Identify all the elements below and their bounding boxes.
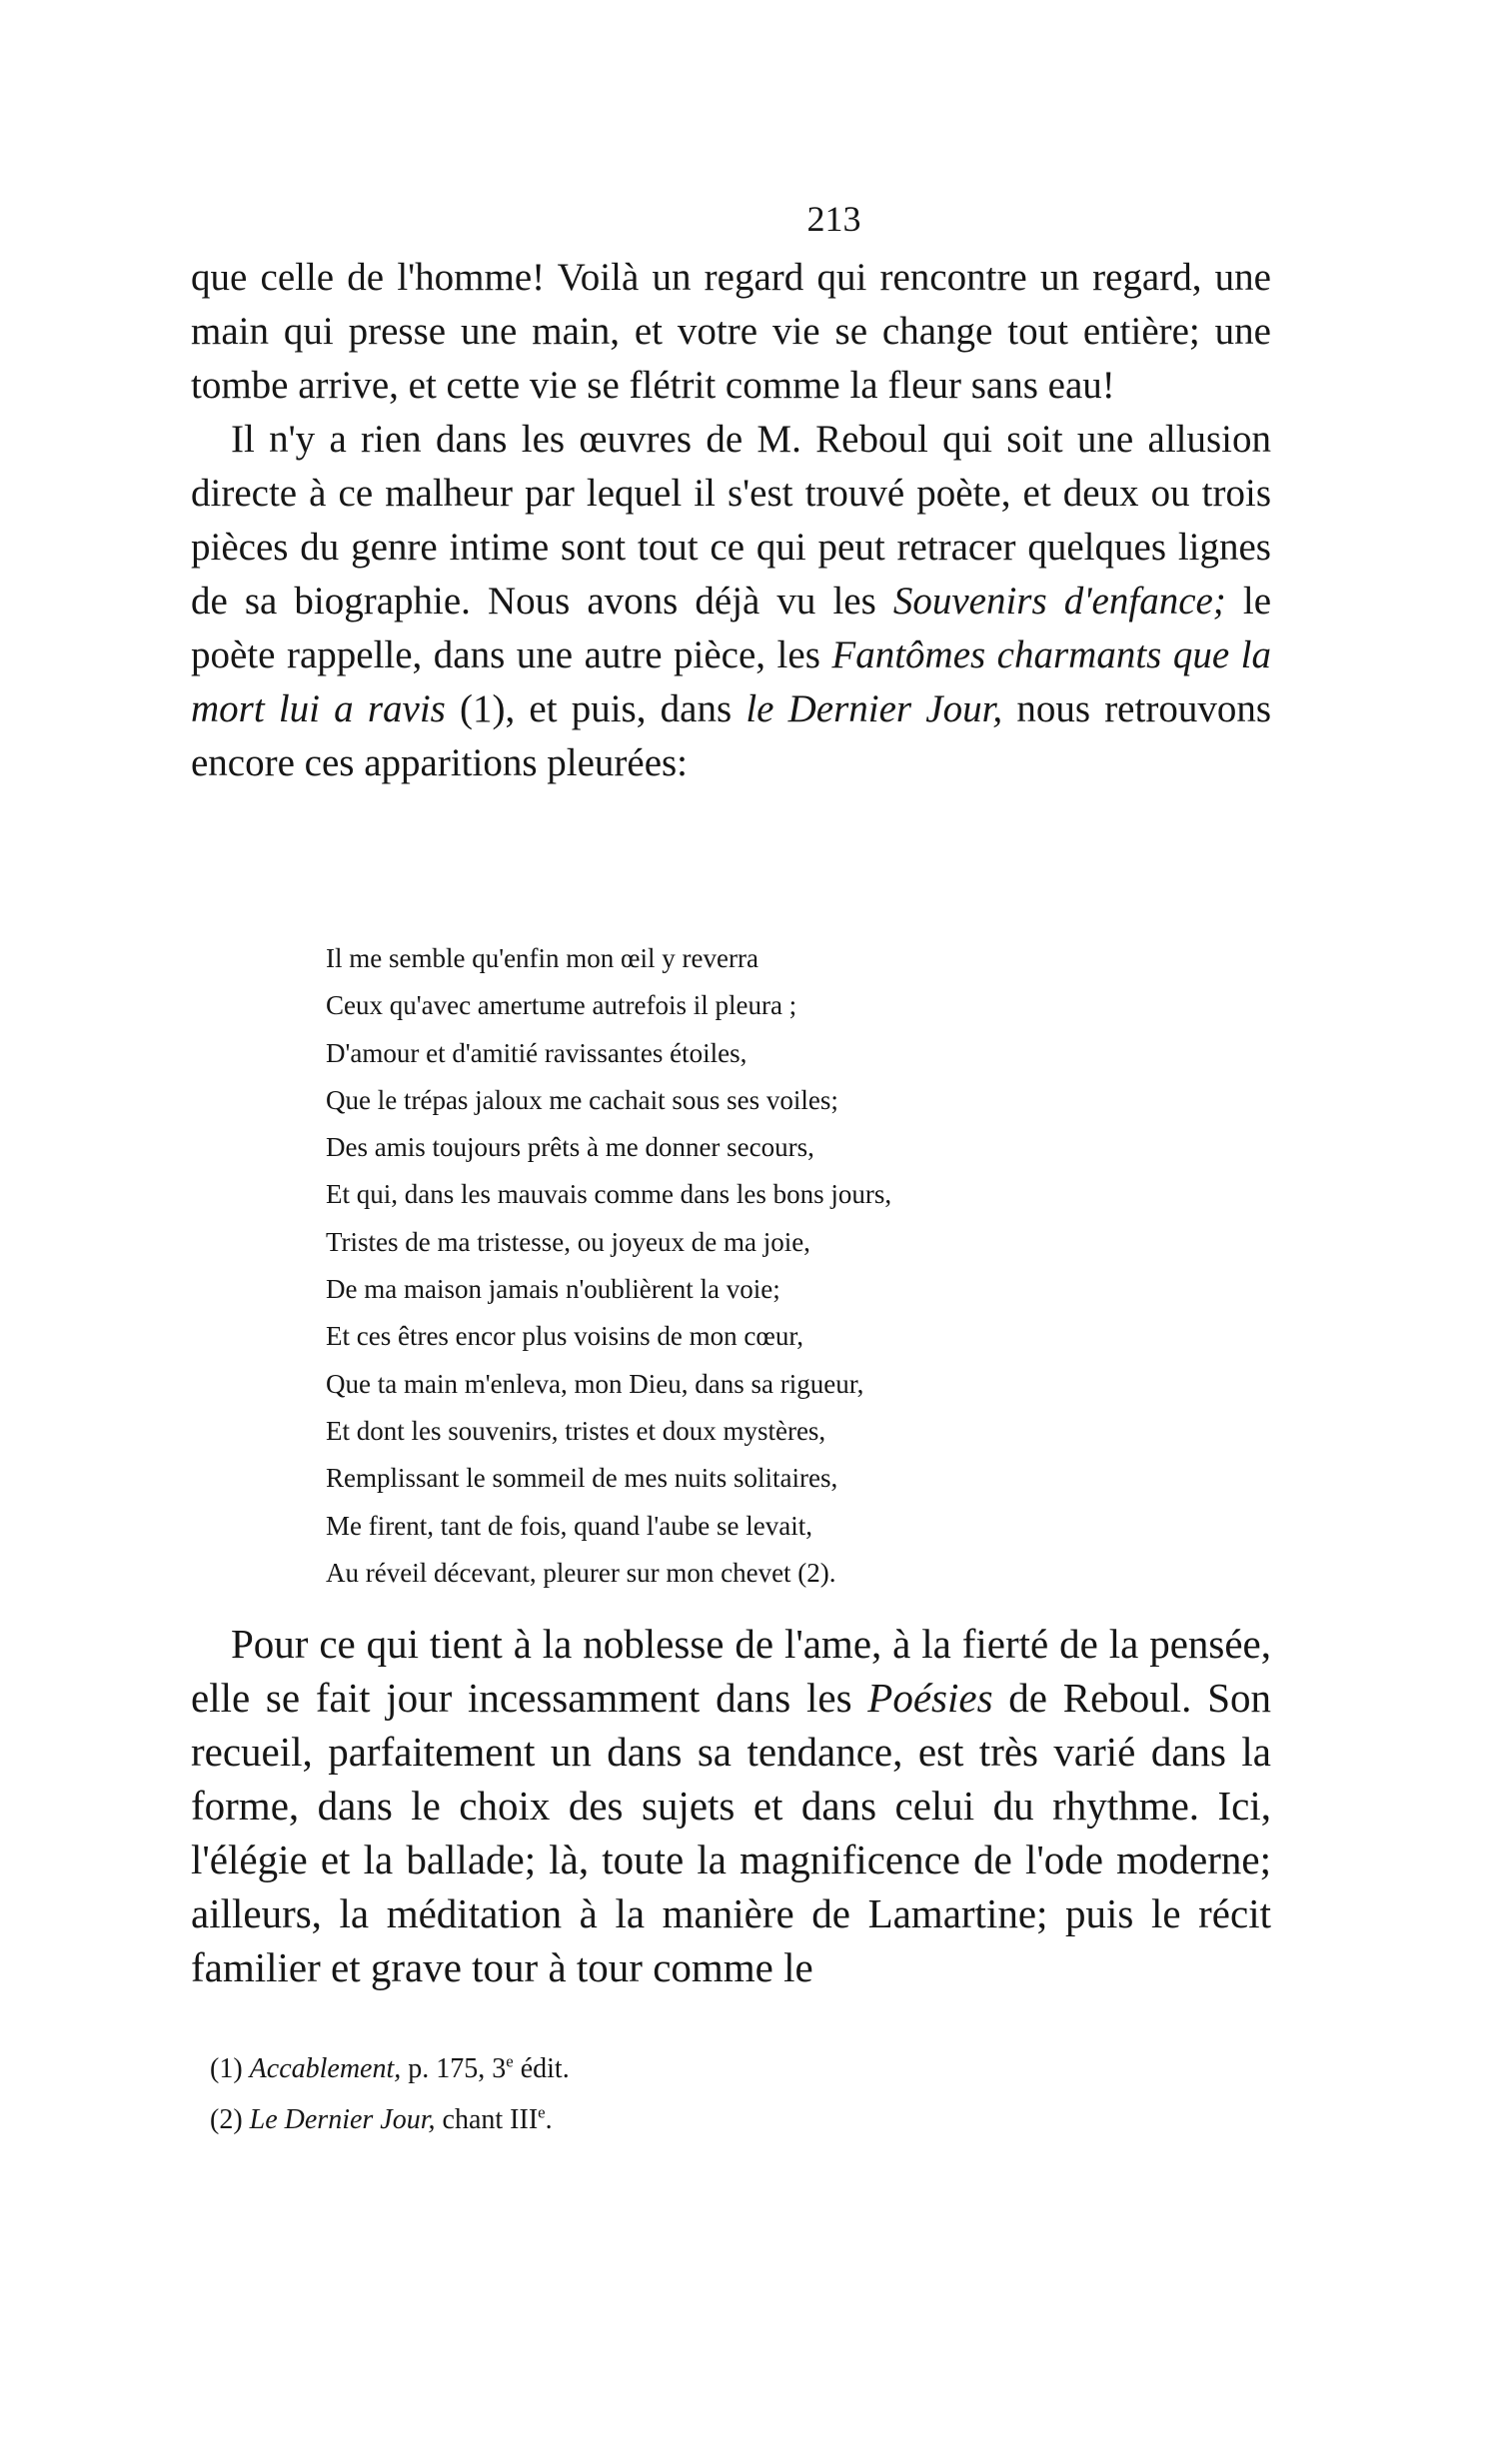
paragraph-text-segment: le poète rappelle, dans une autre pièce, les xyxy=(191,580,1272,676)
poem-line: Et qui, dans les mauvais comme dans les bons jours, xyxy=(326,1179,892,1210)
paragraph-text-segment: (1), et puis, dans xyxy=(445,687,747,730)
paragraph-text xyxy=(191,1617,1271,1994)
footnote-superscript: e xyxy=(538,2102,546,2122)
footnote-text: édit. xyxy=(513,2053,570,2084)
footnote xyxy=(210,2094,1109,2145)
paragraph-continuation xyxy=(191,251,1271,790)
poem-line: Il me semble qu'enfin mon œil y reverra xyxy=(326,943,758,973)
footnote-marker: (1) xyxy=(210,2053,243,2084)
footnote-text: chant III xyxy=(435,2104,539,2135)
paragraph-text-segment: Pour ce qui tient à la noblesse de l'ame, à la fierté de la pensée, elle se fait jour incessamment dans les xyxy=(191,1621,1271,1721)
paragraph-text xyxy=(191,251,1271,413)
paragraph-text-segment: de Reboul. Son recueil, parfaitement un dans sa tendance, est très varié dans la forme, dans le choix des sujets et dans celui du rhythme. Ici, l'élégie et la ballade; là, toute la magnificence de l'ode moderne; ailleurs, la méditation à la manière de Lamartine; puis le récit familier et grave tour à tour comme le xyxy=(191,1675,1271,1990)
footnote-text: . xyxy=(545,2104,553,2135)
footnote-text: p. 175, 3 xyxy=(401,2053,507,2084)
paragraph-text xyxy=(191,413,1271,790)
footnote-marker: (2) xyxy=(210,2104,243,2135)
poem-line: Des amis toujours prêts à me donner secours, xyxy=(326,1132,814,1163)
footnote-title: Accablement, xyxy=(249,2053,402,2084)
italic-title: Souvenirs d'enfance; xyxy=(892,580,1226,622)
poem-line: Au réveil décevant, pleurer sur mon chevet (2). xyxy=(326,1557,836,1588)
footnote-title: Le Dernier Jour, xyxy=(249,2104,436,2135)
paragraph-body xyxy=(191,1617,1271,1994)
poem-line: Que le trépas jaloux me cachait sous ses voiles; xyxy=(326,1084,838,1115)
italic-title: Poésies xyxy=(867,1675,993,1721)
paragraph-text-segment: nous retrouvons encore ces apparitions pleurées: xyxy=(191,687,1271,784)
italic-title: Fantômes charmants que la mort lui a ravis xyxy=(191,633,1271,730)
poem-line: Remplissant le sommeil de mes nuits solitaires, xyxy=(326,1463,838,1494)
paragraph-text-segment: Il n'y a rien dans les œuvres de M. Reboul qui soit une allusion directe à ce malheur par lequel il s'est trouvé poète, et deux ou trois pièces du genre intime sont tout ce qui peut retracer quelques lignes de sa biographie. Nous avons déjà vu les xyxy=(191,418,1271,622)
poem-line: De ma maison jamais n'oublièrent la voie; xyxy=(326,1274,780,1305)
footnote-superscript: e xyxy=(506,2051,514,2071)
poem-line: Et ces êtres encor plus voisins de mon cœur, xyxy=(326,1321,804,1352)
poem-line: D'amour et d'amitié ravissantes étoiles, xyxy=(326,1037,748,1068)
page-number: 213 xyxy=(806,199,861,239)
footnote xyxy=(210,2043,1109,2094)
poem-line: Me firent, tant de fois, quand l'aube se levait, xyxy=(326,1510,812,1541)
paragraph-text-segment: que celle de l'homme! Voilà un regard qui rencontre un regard, une main qui presse une main, et votre vie se change tout entière; une tombe arrive, et cette vie se flétrit comme la fleur sans eau! xyxy=(191,256,1271,407)
poem-line: Que ta main m'enleva, mon Dieu, dans sa rigueur, xyxy=(326,1368,864,1399)
footnotes xyxy=(210,2043,1109,2145)
poem-quotation xyxy=(326,935,1125,1597)
italic-title: le Dernier Jour, xyxy=(746,687,1003,730)
poem-line: Et dont les souvenirs, tristes et doux mystères, xyxy=(326,1415,826,1446)
poem-line: Tristes de ma tristesse, ou joyeux de ma joie, xyxy=(326,1226,810,1257)
poem-line: Ceux qu'avec amertume autrefois il pleura ; xyxy=(326,990,797,1021)
